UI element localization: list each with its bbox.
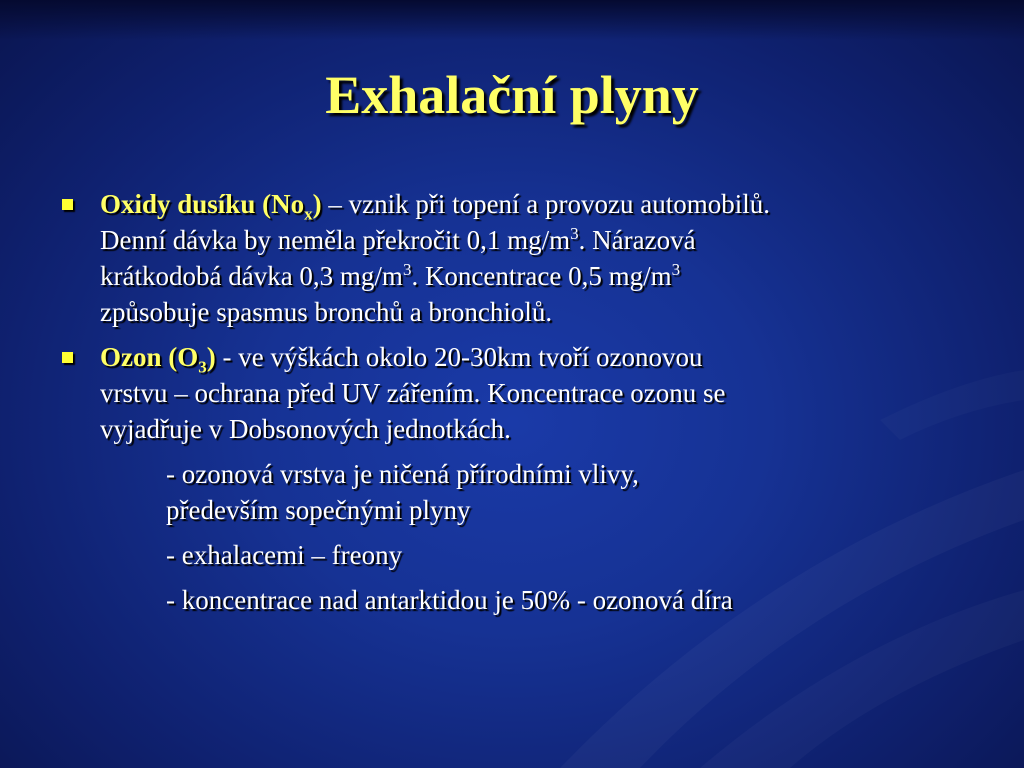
sub-item-line: - ozonová vrstva je ničená přírodními vlivy,	[166, 459, 639, 489]
bullet-line: vrstvu – ochrana před UV zářením. Koncentrace ozonu se	[100, 378, 726, 408]
term-label	[100, 189, 322, 224]
bullet-line	[100, 258, 982, 294]
sub-item-freons	[62, 537, 982, 573]
term-text: Oxidy dusíku	[100, 189, 256, 219]
formula-subscript: 3	[198, 357, 207, 377]
formula-text: (O	[161, 342, 199, 372]
sub-item-line: - koncentrace nad antarktidou je 50% - ozonová díra	[166, 585, 733, 615]
bullet-text: . Nárazová	[578, 225, 696, 255]
sub-item-antarctica	[62, 582, 982, 618]
bullet-text: Denní dávka by neměla překročit 0,1 mg/m	[100, 225, 571, 255]
formula-close: )	[206, 342, 216, 372]
superscript: 3	[402, 260, 412, 279]
bullet-ozone	[62, 339, 982, 447]
formula-text: (No	[255, 189, 305, 219]
top-dark-band	[0, 0, 1024, 40]
formula-close: )	[312, 189, 322, 219]
sub-item-line: především sopečnými plyny	[166, 495, 471, 525]
superscript: 3	[570, 224, 579, 243]
square-bullet-icon	[62, 199, 73, 210]
slide-title: Exhalační plyny	[325, 65, 699, 125]
slide-content	[62, 186, 982, 627]
bullet-line	[100, 222, 982, 258]
bullet-line	[100, 186, 982, 222]
formula-subscript: x	[304, 204, 313, 224]
bullet-text: - ve výškách okolo 20-30km tvoří ozonovou	[215, 342, 703, 372]
bullet-text: krátkodobá dávka 0,3 mg/m	[100, 261, 403, 291]
bullet-text: . Koncentrace 0,5 mg/m	[411, 261, 672, 291]
square-bullet-icon	[62, 352, 73, 363]
bullet-text: – vznik při topení a provozu automobilů.	[321, 189, 771, 219]
bullet-line: způsobuje spasmus bronchů a bronchiolů.	[100, 297, 553, 327]
sub-item-natural-causes	[62, 456, 982, 528]
bullet-nitrogen-oxides	[62, 186, 982, 330]
term-text: Ozon	[100, 342, 162, 372]
bullet-line	[100, 339, 982, 375]
bullet-line: vyjadřuje v Dobsonových jednotkách.	[100, 414, 511, 444]
superscript: 3	[671, 260, 681, 279]
sub-item-line: - exhalacemi – freony	[166, 540, 403, 570]
term-label	[100, 342, 216, 377]
